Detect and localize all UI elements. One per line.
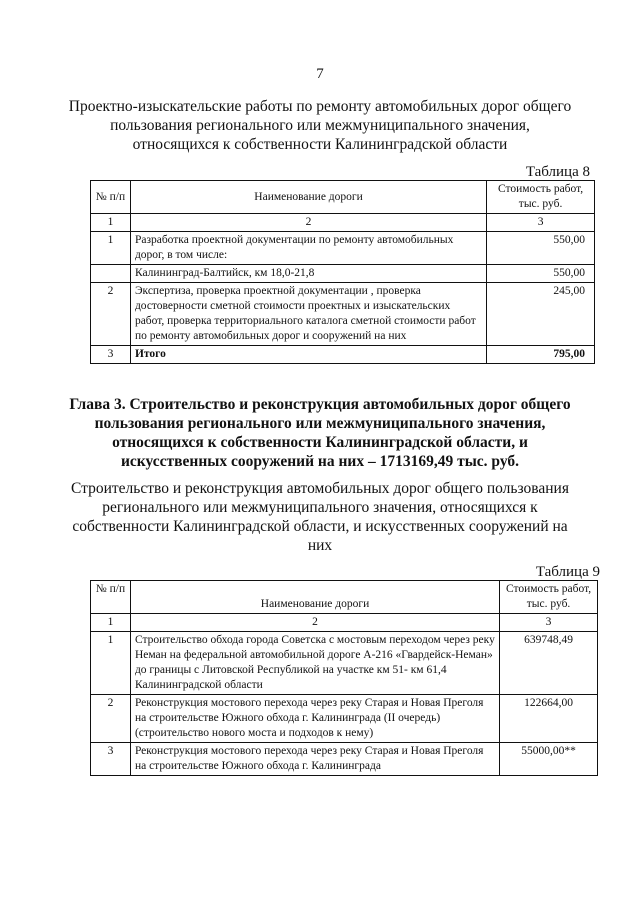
table-row (91, 283, 595, 346)
table-row (91, 743, 598, 776)
section2-title (40, 479, 600, 555)
table-row (91, 265, 595, 283)
title-line: Проектно-изыскательские работы по ремонту автомобильных дорог общего (68, 98, 572, 115)
col-number: 2 (130, 614, 499, 632)
row-cost: 639748,49 (500, 632, 598, 695)
header-num: № п/п (91, 581, 131, 614)
col-number: 1 (91, 614, 131, 632)
row-num: 3 (91, 743, 131, 776)
chapter3-title (40, 395, 600, 471)
column-number-row (91, 214, 595, 232)
table9-label: Таблица 9 (535, 564, 600, 580)
row-cost: 795,00 (487, 346, 595, 364)
title-line: относящихся к собственности Калининградской области, и (112, 434, 528, 451)
header-cost: Стоимость работ, тыс. руб. (487, 181, 595, 214)
row-num: 3 (91, 346, 131, 364)
table-row (91, 695, 598, 743)
row-cost: 550,00 (487, 232, 595, 265)
title-line: Строительство и реконструкция автомобильных дорог общего пользования (71, 480, 569, 497)
row-num: 1 (91, 632, 131, 695)
table-8 (90, 180, 595, 364)
row-num: 2 (91, 695, 131, 743)
title-line: относящихся к собственности Калининградской области (132, 136, 508, 153)
table-row-total (91, 346, 595, 364)
col-number: 2 (130, 214, 486, 232)
table-row (91, 232, 595, 265)
column-number-row (91, 614, 598, 632)
table-row (91, 632, 598, 695)
header-name: Наименование дороги (130, 181, 486, 214)
header-name: Наименование дороги (130, 581, 499, 614)
header-cost: Стоимость работ, тыс. руб. (500, 581, 598, 614)
row-name: Строительство обхода города Советска с мостовым переходом через реку Неман на федеральной автомобильной дороге А-216 «Гвардейск-Неман» до границы с Литовской Республикой на участке км 51- км 61,4 Калининградской области (130, 632, 499, 695)
row-cost: 122664,00 (500, 695, 598, 743)
row-num (91, 265, 131, 283)
section1-title (40, 97, 600, 154)
row-name: Реконструкция мостового перехода через реку Старая и Новая Преголя на строительстве Южного обхода г. Калининграда (130, 743, 499, 776)
title-line: Глава 3. Строительство и реконструкция автомобильных дорог общего (69, 396, 571, 413)
row-cost: 245,00 (487, 283, 595, 346)
table-header-row (91, 181, 595, 214)
row-name: Разработка проектной документации по ремонту автомобильных дорог, в том числе: (130, 232, 486, 265)
title-line: пользования регионального или межмуниципального значения, (94, 415, 546, 432)
row-name: Калининград-Балтийск, км 18,0-21,8 (130, 265, 486, 283)
table-header-row (91, 581, 598, 614)
col-number: 3 (500, 614, 598, 632)
table-9 (90, 580, 598, 776)
col-number: 1 (91, 214, 131, 232)
title-line: них (307, 537, 333, 554)
row-name: Реконструкция мостового перехода через реку Старая и Новая Преголя на строительстве Южного обхода г. Калининграда (II очередь) (строительство нового моста и подходов к нему) (130, 695, 499, 743)
page-number: 7 (316, 66, 324, 82)
title-line: собственности Калининградской области, и искусственных сооружений на (72, 518, 568, 535)
col-number: 3 (487, 214, 595, 232)
row-num: 2 (91, 283, 131, 346)
header-num: № п/п (91, 181, 131, 214)
title-line: искусственных сооружений на них – 1713169,49 тыс. руб. (120, 453, 520, 470)
row-cost: 550,00 (487, 265, 595, 283)
title-line: регионального или межмуниципального значения, относящихся к (102, 499, 538, 516)
title-line: пользования регионального или межмуниципального значения, (110, 117, 530, 134)
row-num: 1 (91, 232, 131, 265)
row-name: Итого (130, 346, 486, 364)
row-cost: 55000,00** (500, 743, 598, 776)
table8-label: Таблица 8 (525, 164, 590, 180)
row-name: Экспертиза, проверка проектной документации , проверка достоверности сметной стоимости проектных и изыскательских работ, проверка территориального каталога сметной стоимости работ по ремонту автомобильных дорог и сооружений на них (130, 283, 486, 346)
